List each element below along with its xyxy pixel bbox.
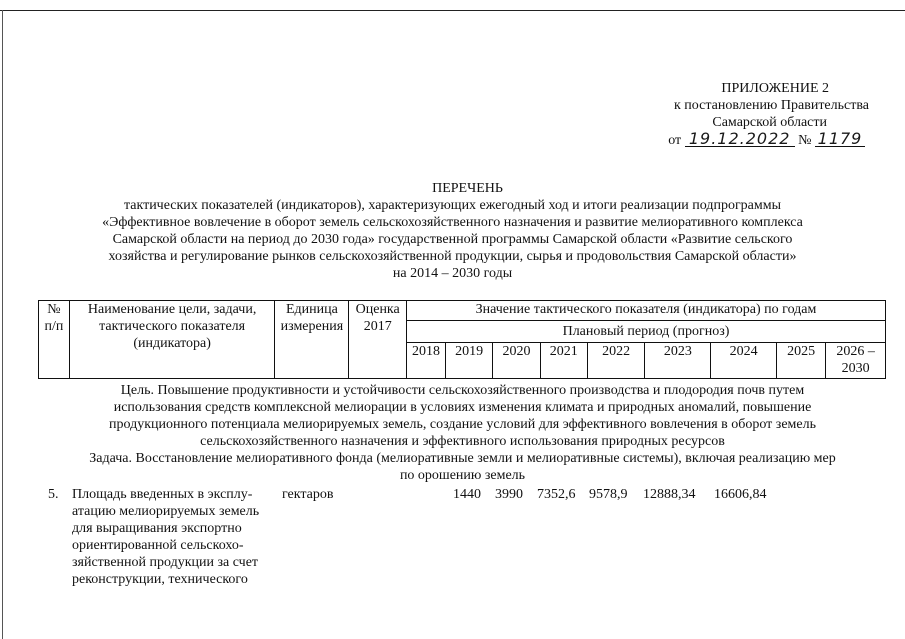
number-label: № <box>798 133 812 148</box>
year-header: 2018 <box>406 343 445 379</box>
appendix-date-line <box>569 131 869 149</box>
value-cell: 7352,6 <box>537 487 576 502</box>
indicator-name-line: ориентированной сельскохо- <box>72 538 244 553</box>
value-cell: 3990 <box>495 487 523 502</box>
scan-edge-top <box>0 10 905 11</box>
task-line: по орошению земель <box>399 468 526 483</box>
value-cell: 16606,84 <box>714 487 767 502</box>
indicator-name-line: реконструкции, технического <box>72 572 248 587</box>
indicator-name-line: атацию мелиорируемых земель <box>72 504 260 519</box>
document-title-block <box>0 180 905 282</box>
subtitle-line: на 2014 – 2030 годы <box>392 266 513 281</box>
goal-line: Цель. Повышение продуктивности и устойчивости сельскохозяйственного производства и плодородия почв путем <box>120 383 805 398</box>
appendix-title: ПРИЛОЖЕНИЕ 2 <box>721 81 829 96</box>
indicator-name-line: Площадь введенных в эксплу- <box>72 487 253 502</box>
header-num: № п/п <box>39 301 70 379</box>
scan-edge-left <box>2 10 3 639</box>
value-cell: 1440 <box>453 487 481 502</box>
year-header: 2021 <box>540 343 587 379</box>
appendix-line-resolution: к постановлению Правительства <box>673 98 869 113</box>
year-header: 2019 <box>446 343 493 379</box>
handwritten-date: 19.12.2022 <box>685 131 795 147</box>
indicator-name-line: зяйственной продукции за счет <box>72 555 259 570</box>
task-line: Задача. Восстановление мелиоративного фонда (мелиоративные земли и мелиоративные системы), включая реализацию мер <box>89 451 836 466</box>
indicator-unit: гектаров <box>282 487 334 502</box>
subtitle-line: тактических показателей (индикаторов), характеризующих ежегодный ход и итоги реализации подпрограммы <box>123 198 782 213</box>
row-number: 5. <box>48 487 59 502</box>
from-label: от <box>668 133 682 148</box>
goal-and-task-block <box>40 382 885 484</box>
year-header: 2020 <box>493 343 540 379</box>
year-header: 2024 <box>711 343 777 379</box>
appendix-line-region: Самарской области <box>712 115 827 130</box>
document-heading: ПЕРЕЧЕНЬ <box>432 181 503 196</box>
indicator-name <box>72 486 316 588</box>
subtitle-line: хозяйства и регулирование рынков сельскохозяйственной продукции, сырья и продовольствия Самарской области» <box>108 249 797 264</box>
header-name: Наименование цели, задачи, тактического показателя (индикатора) <box>69 301 275 379</box>
value-cell: 9578,9 <box>589 487 628 502</box>
goal-line: сельскохозяйственного назначения и эффективного использования природных ресурсов <box>200 434 725 449</box>
subtitle-line: Самарской области на период до 2030 года» государственной программы Самарской области «Развитие сельского <box>112 232 793 247</box>
handwritten-number: 1179 <box>815 131 865 147</box>
indicator-name-line: для выращивания экспортно <box>72 521 242 536</box>
header-estimate: Оценка 2017 <box>349 301 407 379</box>
goal-line: продукционного потенциала мелиорируемых земель, создание условий для эффективного вовлечения в оборот земель <box>109 417 816 432</box>
appendix-block <box>569 80 869 149</box>
year-header: 2025 <box>776 343 825 379</box>
indicators-table <box>38 300 886 379</box>
header-values-by-year: Значение тактического показателя (индикатора) по годам <box>406 301 885 321</box>
goal-line: использования средств комплексной мелиорации в условиях изменения климата и природных аномалий, повышение <box>113 400 812 415</box>
year-header: 2022 <box>587 343 645 379</box>
header-plan-period: Плановый период (прогноз) <box>406 321 885 343</box>
year-header: 2026 – 2030 <box>826 343 886 379</box>
header-unit: Единица измерения <box>275 301 349 379</box>
year-header: 2023 <box>645 343 711 379</box>
subtitle-line: «Эффективное вовлечение в оборот земель сельскохозяйственного назначения и развитие мелиоративного комплекса <box>102 215 803 230</box>
value-cell: 12888,34 <box>643 487 696 502</box>
